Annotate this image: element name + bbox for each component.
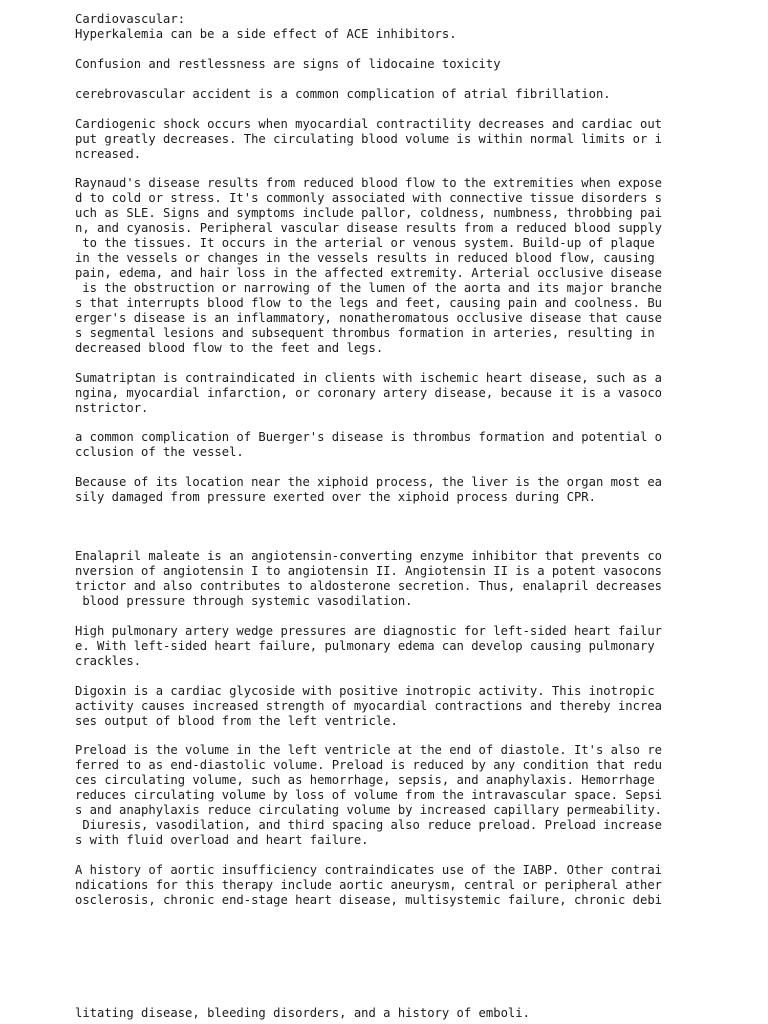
text-line: litating disease, bleeding disorders, and a history of emboli. [75,1006,530,1020]
text-line: Because of its location near the xiphoid process, the liver is the organ most ea [75,475,662,489]
text-line: reduces circulating volume by loss of volume from the intravascular space. Sepsi [75,788,662,802]
text-line: erger's disease is an inflammatory, nonatheromatous occlusive disease that cause [75,311,662,325]
text-line: uch as SLE. Signs and symptoms include pallor, coldness, numbness, throbbing pai [75,206,662,220]
text-line: A history of aortic insufficiency contraindicates use of the IABP. Other contrai [75,863,662,877]
text-line: Enalapril maleate is an angiotensin-converting enzyme inhibitor that prevents co [75,549,662,563]
text-line: Raynaud's disease results from reduced blood flow to the extremities when expose [75,176,662,190]
text-line: in the vessels or changes in the vessels results in reduced blood flow, causing [75,251,655,265]
text-line: ngina, myocardial infarction, or coronary artery disease, because it is a vasoco [75,386,662,400]
text-line: Diuresis, vasodilation, and third spacing also reduce preload. Preload increase [75,818,662,832]
text-line: Confusion and restlessness are signs of lidocaine toxicity [75,57,501,71]
text-line: blood pressure through systemic vasodilation. [75,594,413,608]
text-line: to the tissues. It occurs in the arterial or venous system. Build-up of plaque [75,236,655,250]
text-line: Sumatriptan is contraindicated in clients with ischemic heart disease, such as a [75,371,662,385]
text-line: osclerosis, chronic end-stage heart disease, multisystemic failure, chronic debi [75,893,662,907]
text-line: e. With left-sided heart failure, pulmonary edema can develop causing pulmonary [75,639,655,653]
text-line: sily damaged from pressure exerted over the xiphoid process during CPR. [75,490,596,504]
text-line: s with fluid overload and heart failure. [75,833,369,847]
text-line: nversion of angiotensin I to angiotensin II. Angiotensin II is a potent vasocons [75,564,662,578]
text-line: cclusion of the vessel. [75,445,244,459]
text-line: ncreased. [75,147,142,161]
text-line: Hyperkalemia can be a side effect of ACE inhibitors. [75,27,457,41]
text-line: ndications for this therapy include aortic aneurysm, central or peripheral ather [75,878,662,892]
text-line: crackles. [75,654,142,668]
text-line: put greatly decreases. The circulating blood volume is within normal limits or i [75,132,662,146]
text-line: Cardiovascular: [75,12,186,26]
text-line: ces circulating volume, such as hemorrhage, sepsis, and anaphylaxis. Hemorrhage [75,773,655,787]
text-line: pain, edema, and hair loss in the affected extremity. Arterial occlusive disease [75,266,662,280]
text-line: a common complication of Buerger's disease is thrombus formation and potential o [75,430,662,444]
text-line: ferred to as end-diastolic volume. Preload is reduced by any condition that redu [75,758,662,772]
text-line: s segmental lesions and subsequent thrombus formation in arteries, resulting in [75,326,655,340]
text-line: decreased blood flow to the feet and legs. [75,341,384,355]
text-line: s that interrupts blood flow to the legs and feet, causing pain and coolness. Bu [75,296,662,310]
text-line: is the obstruction or narrowing of the lumen of the aorta and its major branche [75,281,662,295]
text-line: activity causes increased strength of myocardial contractions and thereby increa [75,699,662,713]
text-line: cerebrovascular accident is a common complication of atrial fibrillation. [75,87,611,101]
text-line: Cardiogenic shock occurs when myocardial contractility decreases and cardiac out [75,117,662,131]
text-line: Digoxin is a cardiac glycoside with positive inotropic activity. This inotropic [75,684,655,698]
text-line: nstrictor. [75,401,149,415]
text-line: ses output of blood from the left ventricle. [75,714,398,728]
text-line: trictor and also contributes to aldosterone secretion. Thus, enalapril decreases [75,579,662,593]
text-line: d to cold or stress. It's commonly associated with connective tissue disorders s [75,191,662,205]
text-line: s and anaphylaxis reduce circulating volume by increased capillary permeability. [75,803,662,817]
text-line: High pulmonary artery wedge pressures are diagnostic for left-sided heart failur [75,624,662,638]
text-line: n, and cyanosis. Peripheral vascular disease results from a reduced blood supply [75,221,662,235]
text-line: Preload is the volume in the left ventricle at the end of diastole. It's also re [75,743,662,757]
